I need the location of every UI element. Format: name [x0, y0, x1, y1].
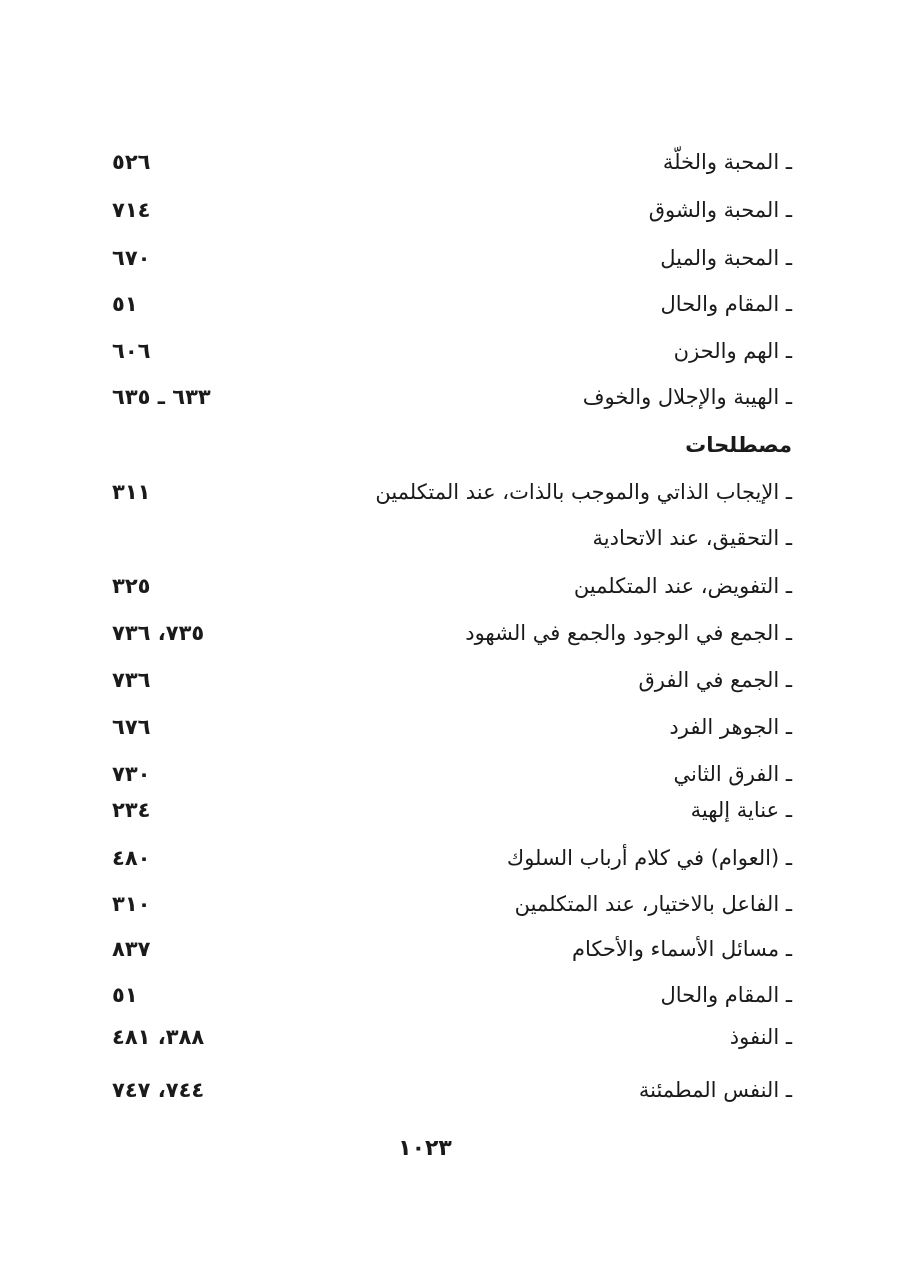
index-term: ـ الجمع في الفرق	[638, 668, 792, 692]
index-pages: ٧٣٠	[112, 762, 151, 786]
index-term: ـ الهم والحزن	[673, 339, 792, 363]
index-entry	[0, 1017, 900, 1057]
index-pages: ٦٧٦	[112, 715, 151, 739]
index-pages: ٧١٤	[112, 198, 151, 222]
index-entry	[0, 518, 900, 558]
index-pages: ٣١٠	[112, 892, 151, 916]
index-pages: ٧٣٦	[112, 668, 151, 692]
index-pages: ٥٢٦	[112, 150, 151, 174]
index-pages: ٥١	[112, 983, 138, 1007]
index-entry	[0, 1070, 900, 1110]
index-term: ـ التحقيق، عند الاتحادية	[592, 526, 792, 550]
section-heading: مصطلحات	[685, 433, 792, 457]
index-entry	[0, 838, 900, 878]
index-entry	[0, 884, 900, 924]
index-term: ـ المقام والحال	[660, 983, 792, 1007]
index-term: ـ مسائل الأسماء والأحكام	[571, 937, 792, 961]
page-number: ١٠٢٣	[398, 1136, 452, 1161]
index-entry	[0, 975, 900, 1015]
index-entry	[0, 284, 900, 324]
index-entry	[0, 707, 900, 747]
index-term: ـ النفس المطمئنة	[638, 1078, 792, 1102]
index-entry	[0, 190, 900, 230]
index-entry	[0, 331, 900, 371]
index-term: ـ الفرق الثاني	[673, 762, 792, 786]
index-term: ـ المحبة والخلّة	[662, 150, 792, 174]
index-pages: ٦٣٣ ـ ٦٣٥	[112, 385, 211, 409]
index-pages: ٣١١	[112, 480, 151, 504]
index-pages: ٧٣٥، ٧٣٦	[112, 621, 205, 645]
index-entry	[0, 754, 900, 794]
index-term: ـ المحبة والشوق	[648, 198, 792, 222]
index-pages: ٦٠٦	[112, 339, 151, 363]
index-pages: ٥١	[112, 292, 138, 316]
index-entry	[0, 790, 900, 830]
index-term: ـ المحبة والميل	[660, 246, 792, 270]
index-entry	[0, 660, 900, 700]
index-entry	[0, 238, 900, 278]
index-entry	[0, 566, 900, 606]
index-pages: ٤٨٠	[112, 846, 151, 870]
index-entry	[0, 613, 900, 653]
index-term: ـ (العوام) في كلام أرباب السلوك	[506, 846, 792, 870]
index-term: ـ المقام والحال	[660, 292, 792, 316]
index-pages: ٣٨٨، ٤٨١	[112, 1025, 205, 1049]
index-entry	[0, 472, 900, 512]
index-term: ـ الهيبة والإجلال والخوف	[582, 385, 792, 409]
index-term: ـ الجوهر الفرد	[669, 715, 792, 739]
index-pages: ٨٣٧	[112, 937, 151, 961]
index-pages: ٣٢٥	[112, 574, 151, 598]
index-pages: ٢٣٤	[112, 798, 151, 822]
index-term: ـ النفوذ	[729, 1025, 792, 1049]
index-term: ـ الجمع في الوجود والجمع في الشهود	[465, 621, 792, 645]
index-pages: ٧٤٤، ٧٤٧	[112, 1078, 205, 1102]
index-term: ـ الإيجاب الذاتي والموجب بالذات، عند المتكلمين	[375, 480, 792, 504]
index-pages: ٦٧٠	[112, 246, 151, 270]
index-entry	[0, 142, 900, 182]
index-entry	[0, 929, 900, 969]
index-term: ـ الفاعل بالاختيار، عند المتكلمين	[514, 892, 792, 916]
index-term: ـ عناية إلهية	[690, 798, 792, 822]
index-term: ـ التفويض، عند المتكلمين	[573, 574, 792, 598]
index-entry	[0, 377, 900, 417]
